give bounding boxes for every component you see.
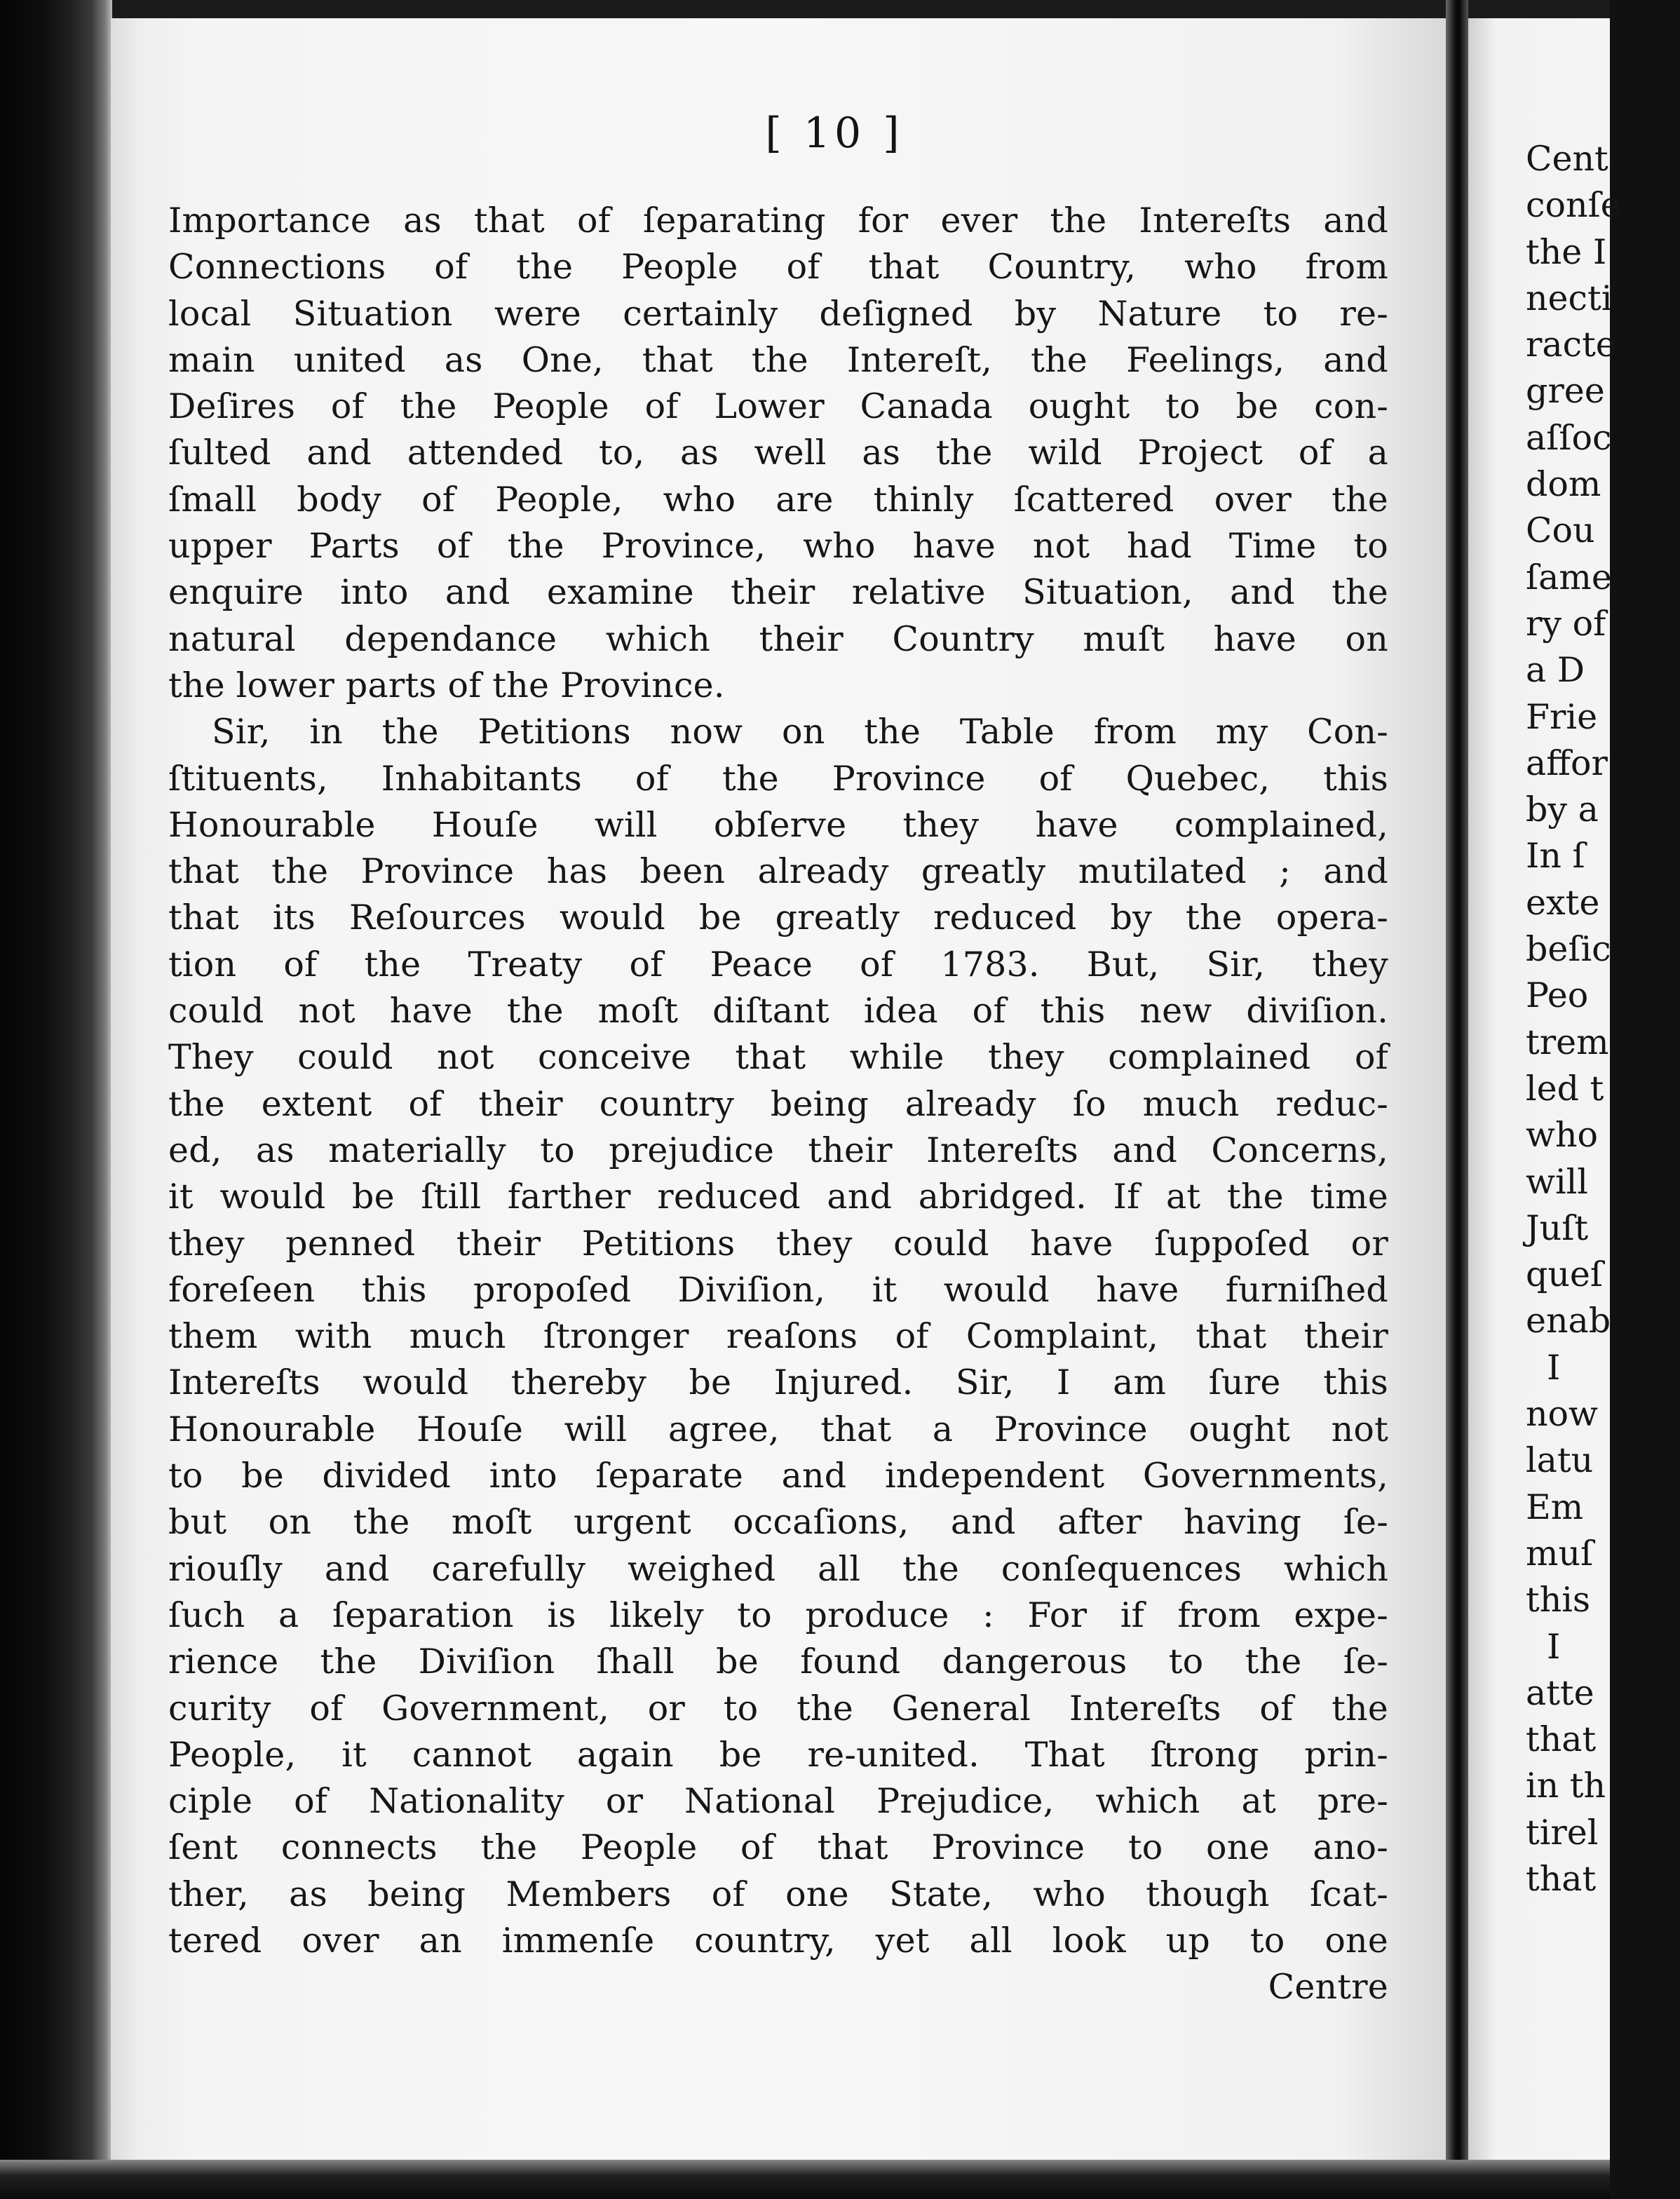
- text-line: they penned their Petitions they could have ſuppoſed or: [168, 1223, 1388, 1264]
- text-line: Em: [1526, 1487, 1584, 1527]
- text-line: ſent connects the People of that Province to one ano-: [168, 1827, 1388, 1868]
- text-line: atte: [1526, 1672, 1594, 1713]
- text-line: trem: [1526, 1022, 1609, 1062]
- text-line: ſame: [1526, 557, 1612, 597]
- text-line: In ſ: [1526, 836, 1585, 877]
- scan-bottom-edge: [0, 2160, 1610, 2199]
- text-line: Deſires of the People of Lower Canada ought to be con-: [168, 386, 1388, 427]
- text-line: rience the Diviſion ſhall be found dangerous to the ſe-: [168, 1642, 1388, 1682]
- catchword: Centre: [1268, 1967, 1388, 2008]
- text-line: curity of Government, or to the General Intereſts of the: [168, 1688, 1388, 1728]
- text-line: that: [1526, 1858, 1597, 1899]
- text-line: They could not conceive that while they complained of: [168, 1037, 1388, 1078]
- text-line: this: [1526, 1580, 1591, 1621]
- text-line: the extent of their country being already ſo much reduc-: [168, 1083, 1388, 1124]
- page-body-text: [168, 198, 1388, 2011]
- scan-top-edge: [0, 0, 1610, 18]
- text-line: it would be ſtill farther reduced and abridged. If at the time: [168, 1177, 1388, 1217]
- text-line: could not have the moſt diſtant idea of this new diviſion.: [168, 991, 1388, 1031]
- text-line: ciple of Nationality or National Prejudice, which at pre-: [168, 1781, 1388, 1822]
- text-line: a D: [1526, 650, 1585, 691]
- text-line: Peo: [1526, 975, 1589, 1016]
- text-line: latu: [1526, 1440, 1594, 1481]
- text-line: Juſt: [1526, 1207, 1589, 1248]
- text-line: tered over an immenſe country, yet all look up to one: [168, 1920, 1388, 1961]
- text-line: Honourable Houſe will agree, that a Province ought not: [168, 1409, 1388, 1449]
- text-line: Frie: [1526, 696, 1598, 737]
- text-line: enquire into and examine their relative Situation, and the: [168, 572, 1388, 613]
- page-number: [ 10 ]: [765, 109, 904, 158]
- text-line: that: [1526, 1719, 1597, 1760]
- text-line: led t: [1526, 1068, 1604, 1109]
- text-line: now: [1526, 1394, 1599, 1435]
- text-line: gree: [1526, 371, 1605, 412]
- text-line: beſic: [1526, 929, 1611, 970]
- text-line: conſe: [1526, 185, 1621, 226]
- text-line: Sir, in the Petitions now on the Table from my Con-: [212, 712, 1388, 752]
- text-line: that its Reſources would be greatly reduced by the opera-: [168, 898, 1388, 938]
- text-line: muſ: [1526, 1533, 1594, 1574]
- text-line: who: [1526, 1115, 1599, 1156]
- text-line: affor: [1526, 743, 1608, 783]
- text-line: Cent: [1526, 139, 1608, 179]
- text-line: to be divided into ſeparate and independent Governments,: [168, 1456, 1388, 1496]
- text-line: riouſly and carefully weighed all the conſequences which: [168, 1548, 1388, 1589]
- text-line: Importance as that of ſeparating for ever the Intereſts and: [168, 201, 1388, 241]
- text-line: ther, as being Members of one State, who though ſcat-: [168, 1874, 1388, 1914]
- text-line: enab: [1526, 1301, 1611, 1341]
- text-line: Connections of the People of that Country, who from: [168, 247, 1388, 287]
- text-line: tion of the Treaty of Peace of 1783. But, Sir, they: [168, 944, 1388, 985]
- text-line: queſ: [1526, 1254, 1604, 1295]
- text-line: foreſeen this propoſed Diviſion, it would have furniſhed: [168, 1269, 1388, 1310]
- text-line: but on the moſt urgent occaſions, and after having ſe-: [168, 1502, 1388, 1543]
- text-line: ſuch a ſeparation is likely to produce : For if from expe-: [168, 1595, 1388, 1635]
- text-line: tirel: [1526, 1812, 1599, 1853]
- text-line: them with much ſtronger reaſons of Complaint, that their: [168, 1316, 1388, 1357]
- text-line: I: [1547, 1347, 1561, 1388]
- text-line: upper Parts of the Province, who have not had Time to: [168, 526, 1388, 567]
- text-line: that the Province has been already greatly mutilated ; and: [168, 851, 1388, 892]
- text-line: Honourable Houſe will obſerve they have complained,: [168, 804, 1388, 845]
- text-line: ſulted and attended to, as well as the wild Project of a: [168, 433, 1388, 473]
- text-line: exte: [1526, 882, 1600, 923]
- text-line: Cou: [1526, 510, 1595, 551]
- text-line: ſtituents, Inhabitants of the Province of Quebec, this: [168, 758, 1388, 799]
- book-binding-shadow: [0, 0, 112, 2199]
- text-line: People, it cannot again be re-united. That ſtrong prin-: [168, 1734, 1388, 1775]
- text-line: ed, as materially to prejudice their Intereſts and Concerns,: [168, 1130, 1388, 1170]
- right-page-fragment: [1468, 18, 1621, 2174]
- text-line: natural dependance which their Country muſt have on: [168, 618, 1388, 659]
- text-line: aſſoc: [1526, 417, 1612, 458]
- text-line: in th: [1526, 1766, 1606, 1806]
- text-line: the I: [1526, 231, 1607, 272]
- text-line: I: [1547, 1626, 1561, 1667]
- text-line: main united as One, that the Intereſt, the Feelings, and: [168, 339, 1388, 380]
- text-line: necti: [1526, 278, 1613, 318]
- text-line: by a: [1526, 790, 1599, 830]
- right-page-text: [1526, 136, 1680, 1902]
- text-line: ſmall body of People, who are thinly ſcattered over the: [168, 479, 1388, 520]
- text-line: Intereſts would thereby be Injured. Sir, I am ſure this: [168, 1362, 1388, 1403]
- book-gutter: [1446, 0, 1468, 2199]
- text-line: will: [1526, 1161, 1588, 1202]
- text-line: dom: [1526, 464, 1601, 505]
- text-line: local Situation were certainly deſigned by Nature to re-: [168, 293, 1388, 334]
- text-line: ry of: [1526, 603, 1606, 644]
- text-line: racte: [1526, 325, 1616, 365]
- text-line: the lower parts of the Province.: [168, 665, 725, 705]
